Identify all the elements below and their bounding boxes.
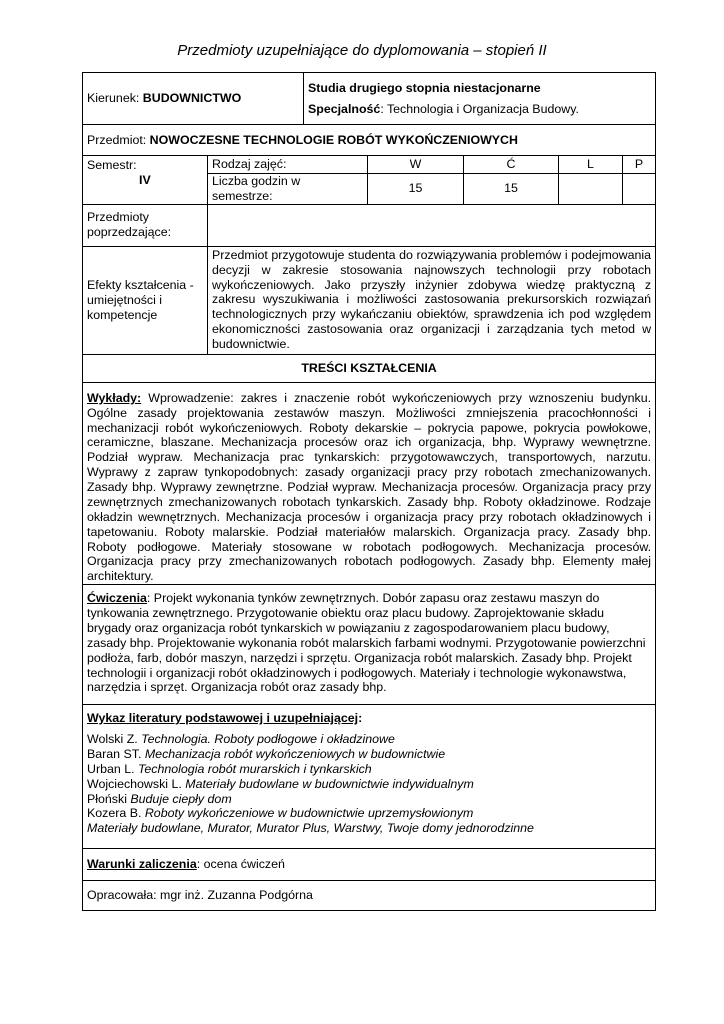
poprzedzajace-value [208, 204, 656, 246]
literatura-author: Płoński [87, 791, 131, 806]
liczba-godzin-l [559, 174, 623, 205]
literatura-label: Wykaz literatury podstawowej i uzupełniającej [87, 711, 359, 726]
rodzaj-zajec-label: Rodzaj zajęć: [208, 156, 368, 174]
literatura-title: Materiały budowlane, Murator, Murator Plus, Warstwy, Twoje domy jednorodzinne [87, 821, 534, 836]
wyklady-cell [83, 382, 656, 584]
przedmiot-value: NOWOCZESNE TECHNOLOGIE ROBÓT WYKOŃCZENIOWYCH [149, 132, 518, 147]
literatura-item [87, 821, 651, 836]
semestr-cell [83, 156, 208, 205]
liczba-godzin-w: 15 [368, 174, 464, 205]
literatura-cell [83, 705, 656, 849]
literatura-item [87, 806, 651, 821]
rodzaj-zajec-l: L [559, 156, 623, 174]
literatura-author: Baran ST. [87, 746, 145, 761]
rodzaj-zajec-c: Ć [464, 156, 559, 174]
literatura-item [87, 777, 651, 792]
semestr-value: IV [139, 172, 151, 187]
rodzaj-zajec-p: P [623, 156, 656, 174]
document-title: Przedmioty uzupełniające do dyplomowania – stopień II [177, 42, 547, 59]
opracowala: Opracowała: mgr inż. Zuzanna Podgórna [83, 881, 656, 911]
literatura-item [87, 732, 651, 747]
warunki-cell [83, 849, 656, 881]
tresci-header: TREŚCI KSZTAŁCENIA [83, 354, 656, 382]
wyklady-label: Wykłady: [87, 390, 142, 405]
literatura-title: Roboty wykończeniowe w budownictwie uprzemysłowionym [144, 806, 474, 821]
literatura-author: Wolski Z. [87, 732, 142, 746]
kierunek-cell [83, 73, 304, 125]
wyklady-text: Wprowadzenie: zakres i znaczenie robót wykończeniowych przy wznoszeniu budynku. Ogólne zasady projektowania zestawów maszyn. Możliwości zmniejszenia pracochłonności i mechanizacji robót wykończeniowych. Roboty dekarskie – pokrycia papowe, pokrycia powłokowe, ceramiczne, blaszane. Mechanizacja procesów oraz ich organizacja, bhp. Wyprawy wewnętrzne. Podział wypraw. Mechanizacja prac tynkarskich: przygotowawczych, transportowych, narzutu. Wyprawy z zapraw tynkopodobnych: zasady organizacji pracy przy robotach zmechanizowanych. Zasady bhp. Wyprawy zewnętrzne. Podział wypraw. Mechanizacja procesów. Organizacja pracy przy zewnętrznych zmechanizowanych robotach tynkarskich. Zasady bhp. Roboty okładzinowe. Rodzaje okładzin wewnętrznych. Mechanizacja procesów i organizacja pracy przy robotach okładzinowych i tapetowaniu. Roboty malarskie. Podział materiałów malarskich. Organizacja pracy. Zasady bhp. Roboty podłogowe. Materiały stosowane w robotach podłogowych. Mechanizacja procesów. Organizacja pracy przy zmechanizowanych robotach podłogowych. Zasady bhp. Elementy małej architektury. [87, 390, 652, 584]
efekty-label: Efekty kształcenia - umiejętności i kompetencje [83, 246, 208, 354]
literatura-author: Urban L. [87, 761, 138, 776]
literatura-item [87, 762, 651, 777]
przedmiot-label: Przedmiot: [87, 132, 150, 147]
studia-cell [304, 73, 656, 125]
literatura-title: Materiały budowlane w budownictwie indywidualnym [185, 776, 474, 791]
literatura-item [87, 747, 651, 762]
warunki-label: Warunki zaliczenia [87, 857, 197, 872]
literatura-author: Wojciechowski L. [87, 776, 186, 791]
kierunek-label: Kierunek: [87, 91, 143, 106]
literatura-author: Kozera B. [87, 806, 145, 821]
syllabus-table [82, 72, 656, 911]
literatura-title: Technologia. Roboty podłogowe i okładzinowe [141, 732, 395, 746]
literatura-item [87, 792, 651, 807]
semestr-label: Semestr: [87, 158, 137, 172]
cwiczenia-text: : Projekt wykonania tynków zewnętrznych. Dobór zapasu oraz zestawu maszyn do tynkowania zewnętrznego. Przygotowanie obiektu oraz placu budowy. Zaprojektowanie składu brygady oraz organizacja robót tynkarskich w powiązaniu z zagospodarowaniem placu budowy, zasady bhp. Projektowanie wykonania robót malarskich farbami wodnymi. Przygotowanie powierzchni podłoża, farb, dobór maszyn, narzędzi i sprzętu. Organizacja robót malarskich. Zasady bhp. Projekt technologii i organizacji robót okładzinowych i podłogowych. Materiały i technologie wykonawstwa, narzędzia i sprzęt. Organizacja robót oraz zasady bhp. [87, 591, 646, 695]
liczba-godzin-p [623, 174, 656, 205]
warunki-text: : ocena ćwiczeń [196, 857, 285, 872]
cwiczenia-cell [83, 585, 656, 705]
literatura-title: Mechanizacja robót wykończeniowych w budownictwie [144, 746, 446, 761]
specjalnosc-value: : Technologia i Organizacja Budowy. [380, 101, 579, 116]
literatura-colon: : [358, 711, 363, 726]
studia-type: Studia drugiego stopnia niestacjonarne [308, 80, 541, 95]
literatura-title: Buduje ciepły dom [130, 791, 232, 806]
kierunek-value: BUDOWNICTWO [142, 91, 242, 106]
liczba-godzin-c: 15 [464, 174, 559, 205]
cwiczenia-label: Ćwiczenia [87, 591, 147, 606]
efekty-text: Przedmiot przygotowuje studenta do rozwiązywania problemów i podejmowania decyzji w zakresie stosowania najnowszych technologii przy robotach wykończeniowych. Jako przyszły inżynier zdobywa wiedzę praktyczną z zakresu wyszukiwania i możliwości zastosowania prekursorskich rozwiązań technologicznych przy wykańczaniu obiektów, sprawdzenia ich pod względem ekonomiczności zastosowania oraz organizacji i zarządzania tych metod w budownictwie. [208, 246, 656, 354]
liczba-godzin-label: Liczba godzin w semestrze: [208, 174, 368, 205]
literatura-title: Technologia robót murarskich i tynkarskich [137, 761, 372, 776]
poprzedzajace-label: Przedmioty poprzedzające: [83, 204, 208, 246]
specjalnosc-label: Specjalność [308, 101, 381, 116]
rodzaj-zajec-w: W [368, 156, 464, 174]
przedmiot-cell [83, 125, 656, 156]
